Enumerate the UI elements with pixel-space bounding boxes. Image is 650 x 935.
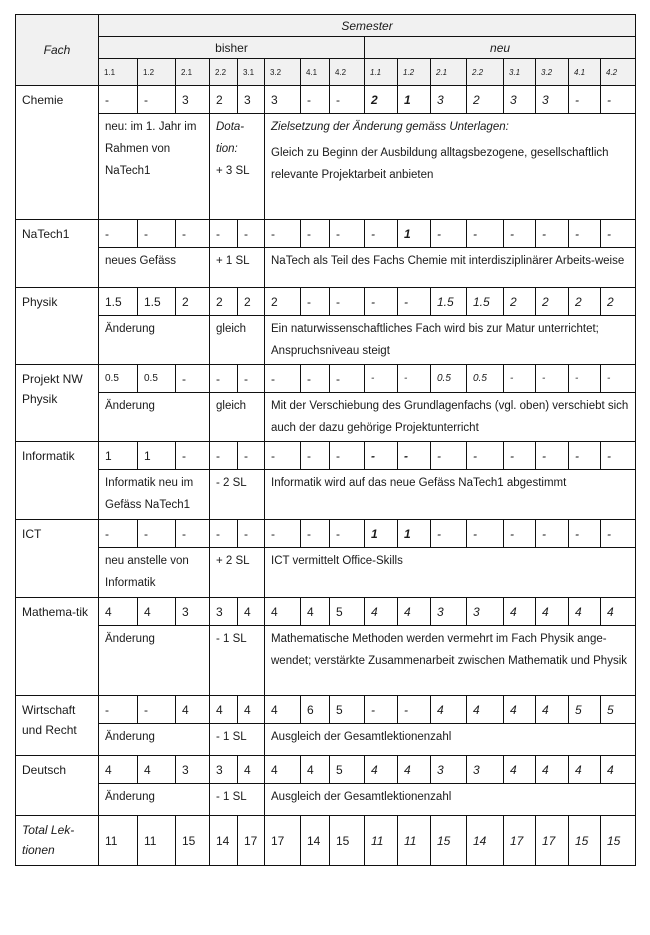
lessons-old: 4	[99, 756, 138, 784]
lessons-old: -	[301, 520, 330, 548]
lessons-old: -	[238, 442, 265, 470]
total-old: 14	[210, 816, 238, 866]
lessons-new: -	[504, 442, 536, 470]
subject-row	[16, 598, 636, 626]
dotation-note	[210, 114, 265, 220]
header-semester-old: 1.1	[99, 59, 138, 86]
dotation-note: gleich	[210, 393, 265, 442]
change-note: Änderung	[99, 784, 210, 816]
note-row	[16, 248, 636, 288]
lessons-new: 4	[569, 598, 601, 626]
lessons-old: -	[238, 220, 265, 248]
dotation-note: - 1 SL	[210, 724, 265, 756]
header-group-bisher: bisher	[99, 37, 365, 59]
lessons-old: 5	[330, 756, 365, 784]
lessons-old: 1	[138, 442, 176, 470]
dotation-note: + 2 SL	[210, 548, 265, 598]
header-semester-new: 2.1	[431, 59, 467, 86]
lessons-old: -	[265, 220, 301, 248]
note-row	[16, 470, 636, 520]
change-note: Änderung	[99, 626, 210, 696]
lessons-new: -	[467, 442, 504, 470]
lessons-new: -	[569, 442, 601, 470]
lessons-new: -	[504, 220, 536, 248]
lessons-new: 3	[431, 756, 467, 784]
lessons-old: -	[210, 442, 238, 470]
header-semester-new: 3.2	[536, 59, 569, 86]
lessons-old: -	[265, 442, 301, 470]
lessons-old: -	[301, 220, 330, 248]
note-row	[16, 724, 636, 756]
dotation-note: + 1 SL	[210, 248, 265, 288]
lessons-new: -	[536, 520, 569, 548]
lessons-new: 4	[536, 598, 569, 626]
header-semester-new: 1.1	[365, 59, 398, 86]
lessons-old: 3	[176, 86, 210, 114]
lessons-old: 4	[138, 756, 176, 784]
lessons-old: -	[99, 220, 138, 248]
subject-name: ICT	[16, 520, 99, 598]
lessons-new: -	[601, 520, 636, 548]
total-new: 17	[504, 816, 536, 866]
lessons-new: 3	[504, 86, 536, 114]
total-new: 15	[601, 816, 636, 866]
lessons-new: 4	[504, 598, 536, 626]
lessons-new: 5	[601, 696, 636, 724]
lessons-old: -	[330, 442, 365, 470]
lessons-new: -	[569, 520, 601, 548]
lessons-new: 4	[431, 696, 467, 724]
lessons-old: 1.5	[138, 288, 176, 316]
lessons-new: -	[601, 220, 636, 248]
subject-row	[16, 220, 636, 248]
lessons-new: -	[431, 442, 467, 470]
lessons-old: 2	[238, 288, 265, 316]
header-group-neu: neu	[365, 37, 636, 59]
lessons-old: -	[176, 220, 210, 248]
note-row	[16, 626, 636, 696]
lessons-new: 4	[504, 696, 536, 724]
lessons-old: 3	[176, 756, 210, 784]
subject-row	[16, 288, 636, 316]
lessons-new: 4	[365, 598, 398, 626]
dotation-note: gleich	[210, 316, 265, 365]
change-note: neues Gefäss	[99, 248, 210, 288]
lessons-old: -	[176, 442, 210, 470]
lessons-new: 4	[467, 696, 504, 724]
lessons-new: 4	[536, 756, 569, 784]
goal-note: Ein naturwissenschaftliches Fach wird bis zur Matur unterrichtet; Anspruchsniveau steigt	[265, 316, 636, 365]
lessons-new: 4	[569, 756, 601, 784]
change-note: Informatik neu im Gefäss NaTech1	[99, 470, 210, 520]
goal-note: NaTech als Teil des Fachs Chemie mit interdisziplinärer Arbeits-weise	[265, 248, 636, 288]
lessons-new: 1	[365, 520, 398, 548]
lessons-new: 3	[431, 598, 467, 626]
lessons-new: 4	[398, 756, 431, 784]
lessons-old: 4	[265, 696, 301, 724]
lessons-new: -	[467, 520, 504, 548]
change-note: Änderung	[99, 316, 210, 365]
total-old: 11	[99, 816, 138, 866]
lessons-new: -	[601, 86, 636, 114]
lessons-old: 3	[210, 756, 238, 784]
header-fach: Fach	[16, 15, 99, 86]
subject-row	[16, 365, 636, 393]
lessons-old: 3	[238, 86, 265, 114]
lessons-old: -	[210, 220, 238, 248]
header-semester-new: 4.2	[601, 59, 636, 86]
change-note: neu: im 1. Jahr im Rahmen von NaTech1	[99, 114, 210, 220]
lessons-new: 3	[536, 86, 569, 114]
subject-name: Informatik	[16, 442, 99, 520]
total-new: 17	[536, 816, 569, 866]
goal-note: Informatik wird auf das neue Gefäss NaTech1 abgestimmt	[265, 470, 636, 520]
subject-name: Projekt NW Physik	[16, 365, 99, 442]
lessons-new: -	[601, 365, 636, 393]
subject-row	[16, 520, 636, 548]
lessons-new: 1.5	[431, 288, 467, 316]
lessons-old: 4	[301, 598, 330, 626]
lessons-old: 4	[265, 598, 301, 626]
lessons-new: -	[365, 220, 398, 248]
note-row	[16, 316, 636, 365]
header-semester-new: 4.1	[569, 59, 601, 86]
lessons-old: 4	[238, 598, 265, 626]
lessons-new: 1	[398, 520, 431, 548]
total-old: 15	[330, 816, 365, 866]
total-old: 15	[176, 816, 210, 866]
subject-row	[16, 442, 636, 470]
lessons-new: -	[398, 696, 431, 724]
lessons-old: -	[99, 520, 138, 548]
header-semester-old: 3.1	[238, 59, 265, 86]
header-semester-new: 3.1	[504, 59, 536, 86]
goal-text: Gleich zu Beginn der Ausbildung alltagsbezogene, gesellschaftlich relevante Projektarbeit anbieten	[271, 147, 609, 181]
lessons-old: -	[138, 520, 176, 548]
lessons-new: 0.5	[431, 365, 467, 393]
lessons-old: -	[138, 696, 176, 724]
header-semester-new: 2.2	[467, 59, 504, 86]
lessons-old: -	[301, 86, 330, 114]
lessons-old: 4	[99, 598, 138, 626]
dotation-value: + 3 SL	[216, 165, 250, 177]
lessons-old: -	[265, 520, 301, 548]
lessons-new: 2	[569, 288, 601, 316]
goal-note: Ausgleich der Gesamtlektionenzahl	[265, 784, 636, 816]
subject-name: Physik	[16, 288, 99, 365]
goal-note: Ausgleich der Gesamtlektionenzahl	[265, 724, 636, 756]
lessons-old: -	[210, 365, 238, 393]
header-semester-old: 1.2	[138, 59, 176, 86]
lessons-new: -	[536, 442, 569, 470]
header-semester-new: 1.2	[398, 59, 431, 86]
lessons-new: 4	[398, 598, 431, 626]
total-new: 15	[569, 816, 601, 866]
subject-row	[16, 756, 636, 784]
change-note: Änderung	[99, 724, 210, 756]
goal-heading: Zielsetzung der Änderung gemäss Unterlagen:	[271, 121, 509, 133]
lessons-new: -	[536, 220, 569, 248]
lessons-old: 4	[238, 756, 265, 784]
subject-name: Wirtschaft und Recht	[16, 696, 99, 756]
lessons-new: 0.5	[467, 365, 504, 393]
lessons-new: -	[504, 365, 536, 393]
goal-note: Mit der Verschiebung des Grundlagenfachs (vgl. oben) verschiebt sich auch der dazu gehörige Projektunterricht	[265, 393, 636, 442]
lessons-old: 6	[301, 696, 330, 724]
lessons-old: 2	[265, 288, 301, 316]
subject-name: Deutsch	[16, 756, 99, 816]
lessons-old: -	[330, 86, 365, 114]
lessons-old: 1	[99, 442, 138, 470]
curriculum-table	[15, 14, 636, 866]
lessons-new: -	[365, 288, 398, 316]
lessons-new: -	[601, 442, 636, 470]
lessons-new: 2	[536, 288, 569, 316]
lessons-new: 1	[398, 220, 431, 248]
lessons-new: 4	[365, 756, 398, 784]
lessons-old: 3	[176, 598, 210, 626]
lessons-new: 2	[601, 288, 636, 316]
lessons-new: 2	[467, 86, 504, 114]
lessons-old: -	[330, 288, 365, 316]
lessons-new: 1	[398, 86, 431, 114]
header-semester: Semester	[99, 15, 636, 37]
change-note: Änderung	[99, 393, 210, 442]
lessons-new: 4	[601, 598, 636, 626]
dotation-note: - 2 SL	[210, 470, 265, 520]
lessons-new: -	[398, 365, 431, 393]
lessons-old: 3	[210, 598, 238, 626]
total-new: 14	[467, 816, 504, 866]
lessons-old: -	[265, 365, 301, 393]
header-semester-old: 4.1	[301, 59, 330, 86]
subject-row	[16, 696, 636, 724]
lessons-new: -	[431, 220, 467, 248]
lessons-new: -	[398, 288, 431, 316]
note-row	[16, 114, 636, 220]
lessons-old: 4	[176, 696, 210, 724]
lessons-old: -	[210, 520, 238, 548]
lessons-old: -	[301, 365, 330, 393]
lessons-old: -	[301, 442, 330, 470]
lessons-old: -	[176, 520, 210, 548]
lessons-old: 4	[138, 598, 176, 626]
dotation-note: - 1 SL	[210, 626, 265, 696]
lessons-new: 3	[467, 598, 504, 626]
subject-row	[16, 86, 636, 114]
header-semester-old: 2.1	[176, 59, 210, 86]
lessons-old: 0.5	[99, 365, 138, 393]
lessons-new: 1.5	[467, 288, 504, 316]
goal-note: ICT vermittelt Office-Skills	[265, 548, 636, 598]
total-label: Total Lek-tionen	[16, 816, 99, 866]
total-old: 11	[138, 816, 176, 866]
lessons-old: -	[99, 696, 138, 724]
total-new: 11	[398, 816, 431, 866]
total-new: 15	[431, 816, 467, 866]
header-semester-old: 3.2	[265, 59, 301, 86]
header-semester-old: 2.2	[210, 59, 238, 86]
goal-note: Mathematische Methoden werden vermehrt im Fach Physik ange-wendet; verstärkte Zusammenarbeit zwischen Mathematik und Physik	[265, 626, 636, 696]
lessons-old: 4	[238, 696, 265, 724]
lessons-old: 1.5	[99, 288, 138, 316]
note-row	[16, 548, 636, 598]
lessons-old: -	[138, 86, 176, 114]
lessons-old: -	[99, 86, 138, 114]
lessons-new: -	[569, 365, 601, 393]
lessons-old: 5	[330, 598, 365, 626]
subject-name: NaTech1	[16, 220, 99, 288]
subject-name: Mathema-tik	[16, 598, 99, 696]
lessons-old: -	[238, 365, 265, 393]
lessons-old: -	[330, 220, 365, 248]
lessons-new: -	[504, 520, 536, 548]
lessons-old: 4	[210, 696, 238, 724]
lessons-new: 2	[504, 288, 536, 316]
lessons-new: 5	[569, 696, 601, 724]
subject-name: Chemie	[16, 86, 99, 220]
lessons-old: 3	[265, 86, 301, 114]
lessons-old: 0.5	[138, 365, 176, 393]
lessons-old: 4	[301, 756, 330, 784]
total-old: 17	[265, 816, 301, 866]
lessons-new: 2	[365, 86, 398, 114]
lessons-new: -	[569, 220, 601, 248]
goal-note	[265, 114, 636, 220]
dotation-label: Dota-tion:	[216, 121, 245, 155]
lessons-old: 5	[330, 696, 365, 724]
lessons-old: 4	[265, 756, 301, 784]
note-row	[16, 784, 636, 816]
lessons-new: -	[431, 520, 467, 548]
lessons-new: 4	[536, 696, 569, 724]
lessons-old: -	[238, 520, 265, 548]
lessons-new: 4	[504, 756, 536, 784]
change-note: neu anstelle von Informatik	[99, 548, 210, 598]
lessons-new: 3	[431, 86, 467, 114]
lessons-new: 4	[601, 756, 636, 784]
note-row	[16, 393, 636, 442]
lessons-old: -	[330, 520, 365, 548]
lessons-new: -	[467, 220, 504, 248]
lessons-old: -	[330, 365, 365, 393]
lessons-new: -	[365, 696, 398, 724]
header-semester-old: 4.2	[330, 59, 365, 86]
lessons-new: -	[569, 86, 601, 114]
lessons-old: -	[176, 365, 210, 393]
total-row	[16, 816, 636, 866]
total-new: 11	[365, 816, 398, 866]
total-old: 14	[301, 816, 330, 866]
lessons-old: -	[301, 288, 330, 316]
lessons-new: -	[398, 442, 431, 470]
lessons-new: -	[365, 442, 398, 470]
dotation-note: - 1 SL	[210, 784, 265, 816]
lessons-old: -	[138, 220, 176, 248]
lessons-old: 2	[176, 288, 210, 316]
lessons-old: 2	[210, 86, 238, 114]
lessons-new: -	[536, 365, 569, 393]
lessons-old: 2	[210, 288, 238, 316]
lessons-new: -	[365, 365, 398, 393]
lessons-new: 3	[467, 756, 504, 784]
total-old: 17	[238, 816, 265, 866]
